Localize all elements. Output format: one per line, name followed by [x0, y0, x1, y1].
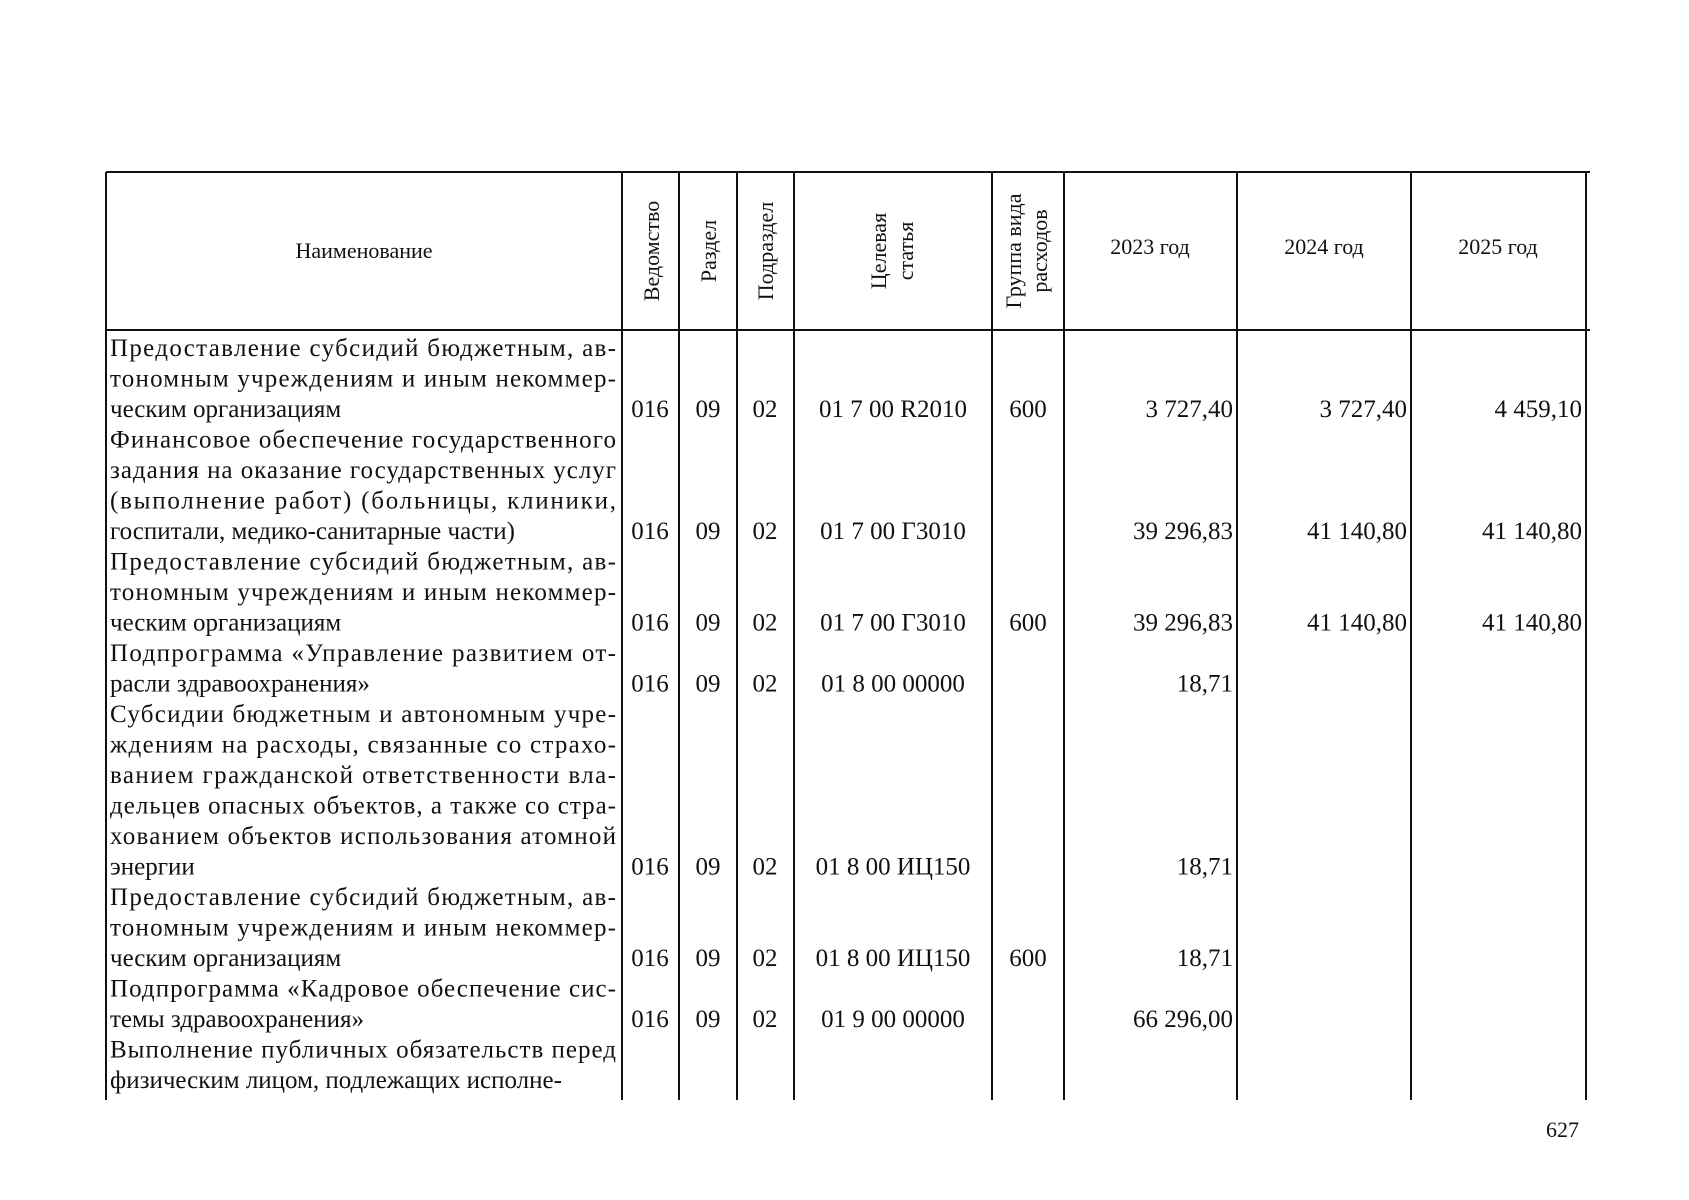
header-target-article-line1: Целевая [866, 212, 891, 290]
cell-department: 016 [631, 609, 669, 637]
cell-subsection: 02 [752, 945, 778, 972]
cell-department: 016 [631, 518, 669, 545]
cell-2023: 3 727,40 [1145, 396, 1233, 423]
cell-name-line: дельцев опасных объектов, а также со стра- [110, 792, 616, 820]
cell-name-line: Предоставление субсидий бюджетным, ав- [110, 335, 616, 362]
cell-2023: 66 296,00 [1133, 1006, 1233, 1033]
cell-department: 016 [631, 853, 669, 881]
cell-section: 09 [695, 396, 721, 423]
cell-name-line: тономным учреждениям и иным некоммер- [110, 365, 616, 393]
header-2025: 2025 год [1458, 234, 1538, 259]
cell-target-article: 01 9 00 00000 [821, 1006, 965, 1033]
cell-department: 016 [631, 1006, 669, 1033]
cell-department: 016 [631, 396, 669, 423]
cell-name-line: расли здравоохранения» [110, 670, 370, 698]
table-body [109, 335, 1582, 1094]
cell-section: 09 [695, 609, 721, 637]
cell-name-line: Подпрограмма «Кадровое обеспечение сис- [110, 975, 616, 1003]
cell-name-line: физическим лицом, подлежащих исполне- [110, 1067, 562, 1094]
cell-department: 016 [631, 670, 669, 698]
cell-target-article: 01 8 00 ИЦ150 [815, 853, 971, 881]
cell-subsection: 02 [752, 670, 778, 698]
cell-name-line: хованием объектов использования атомной [110, 823, 616, 850]
header-target-article-line2: статья [893, 221, 918, 281]
cell-2024: 41 140,80 [1307, 609, 1407, 637]
cell-name-line: ванием гражданской ответственности вла- [110, 762, 616, 789]
cell-name-line: Подпрограмма «Управление развитием от- [110, 640, 616, 667]
cell-name-line: Финансовое обеспечение государственного [110, 426, 616, 454]
cell-name-line: тономным учреждениям и иным некоммер- [110, 914, 616, 942]
cell-target-article: 01 7 00 Г3010 [820, 609, 966, 637]
cell-section: 09 [695, 853, 721, 881]
cell-2023: 39 296,83 [1133, 609, 1233, 637]
cell-2025: 4 459,10 [1494, 396, 1582, 423]
cell-target-article: 01 8 00 00000 [821, 670, 965, 698]
cell-expense-group: 600 [1009, 945, 1047, 972]
cell-name-line: (выполнение работ) (больницы, клиники, [110, 487, 616, 515]
cell-2024: 3 727,40 [1319, 396, 1407, 423]
cell-name-line: темы здравоохранения» [110, 1006, 364, 1033]
cell-subsection: 02 [752, 1006, 778, 1033]
header-section: Раздел [696, 219, 721, 283]
cell-expense-group: 600 [1009, 396, 1047, 423]
cell-name-line: госпитали, медико-санитарные части) [110, 518, 515, 545]
cell-name-line: Предоставление субсидий бюджетным, ав- [110, 548, 616, 576]
cell-subsection: 02 [752, 853, 778, 881]
cell-2023: 18,71 [1176, 670, 1233, 698]
cell-section: 09 [695, 1006, 721, 1033]
header-2023: 2023 год [1110, 234, 1190, 259]
page-number: 627 [1546, 1117, 1579, 1142]
cell-name-line: энергии [110, 853, 195, 881]
cell-name-line: Субсидии бюджетным и автономным учре- [110, 701, 616, 728]
cell-target-article: 01 7 00 R2010 [819, 396, 967, 423]
cell-name-line: ческим организациям [110, 945, 342, 972]
cell-subsection: 02 [752, 518, 778, 545]
header-2024: 2024 год [1284, 234, 1364, 259]
header-subsection: Подраздел [753, 201, 778, 301]
cell-subsection: 02 [752, 396, 778, 423]
cell-section: 09 [695, 518, 721, 545]
cell-section: 09 [695, 945, 721, 972]
cell-2025: 41 140,80 [1482, 518, 1582, 545]
cell-2023: 39 296,83 [1133, 518, 1233, 545]
header-expense-group-line1: Группа вида [1001, 193, 1026, 309]
cell-section: 09 [695, 670, 721, 698]
cell-name-line: тономным учреждениям и иным некоммер- [110, 579, 616, 606]
cell-name-line: Предоставление субсидий бюджетным, ав- [110, 884, 616, 911]
cell-2024: 41 140,80 [1307, 518, 1407, 545]
cell-target-article: 01 7 00 Г3010 [820, 518, 966, 545]
cell-name-line: ждениям на расходы, связанные со страхо- [110, 731, 616, 759]
header-expense-group-line2: расходов [1027, 209, 1052, 293]
cell-name-line: ческим организациям [110, 396, 342, 423]
header-name: Наименование [295, 238, 433, 263]
cell-expense-group: 600 [1009, 609, 1047, 637]
header-department: Ведомство [639, 200, 664, 302]
cell-subsection: 02 [752, 609, 778, 637]
cell-department: 016 [631, 945, 669, 972]
cell-2023: 18,71 [1176, 945, 1233, 972]
cell-2025: 41 140,80 [1482, 609, 1582, 637]
cell-2023: 18,71 [1176, 853, 1233, 881]
cell-name-line: задания на оказание государственных услуг [110, 457, 616, 484]
table-header [295, 193, 1537, 308]
cell-name-line: Выполнение публичных обязательств перед [110, 1036, 616, 1064]
cell-target-article: 01 8 00 ИЦ150 [815, 945, 971, 972]
cell-name-line: ческим организациям [110, 609, 342, 637]
